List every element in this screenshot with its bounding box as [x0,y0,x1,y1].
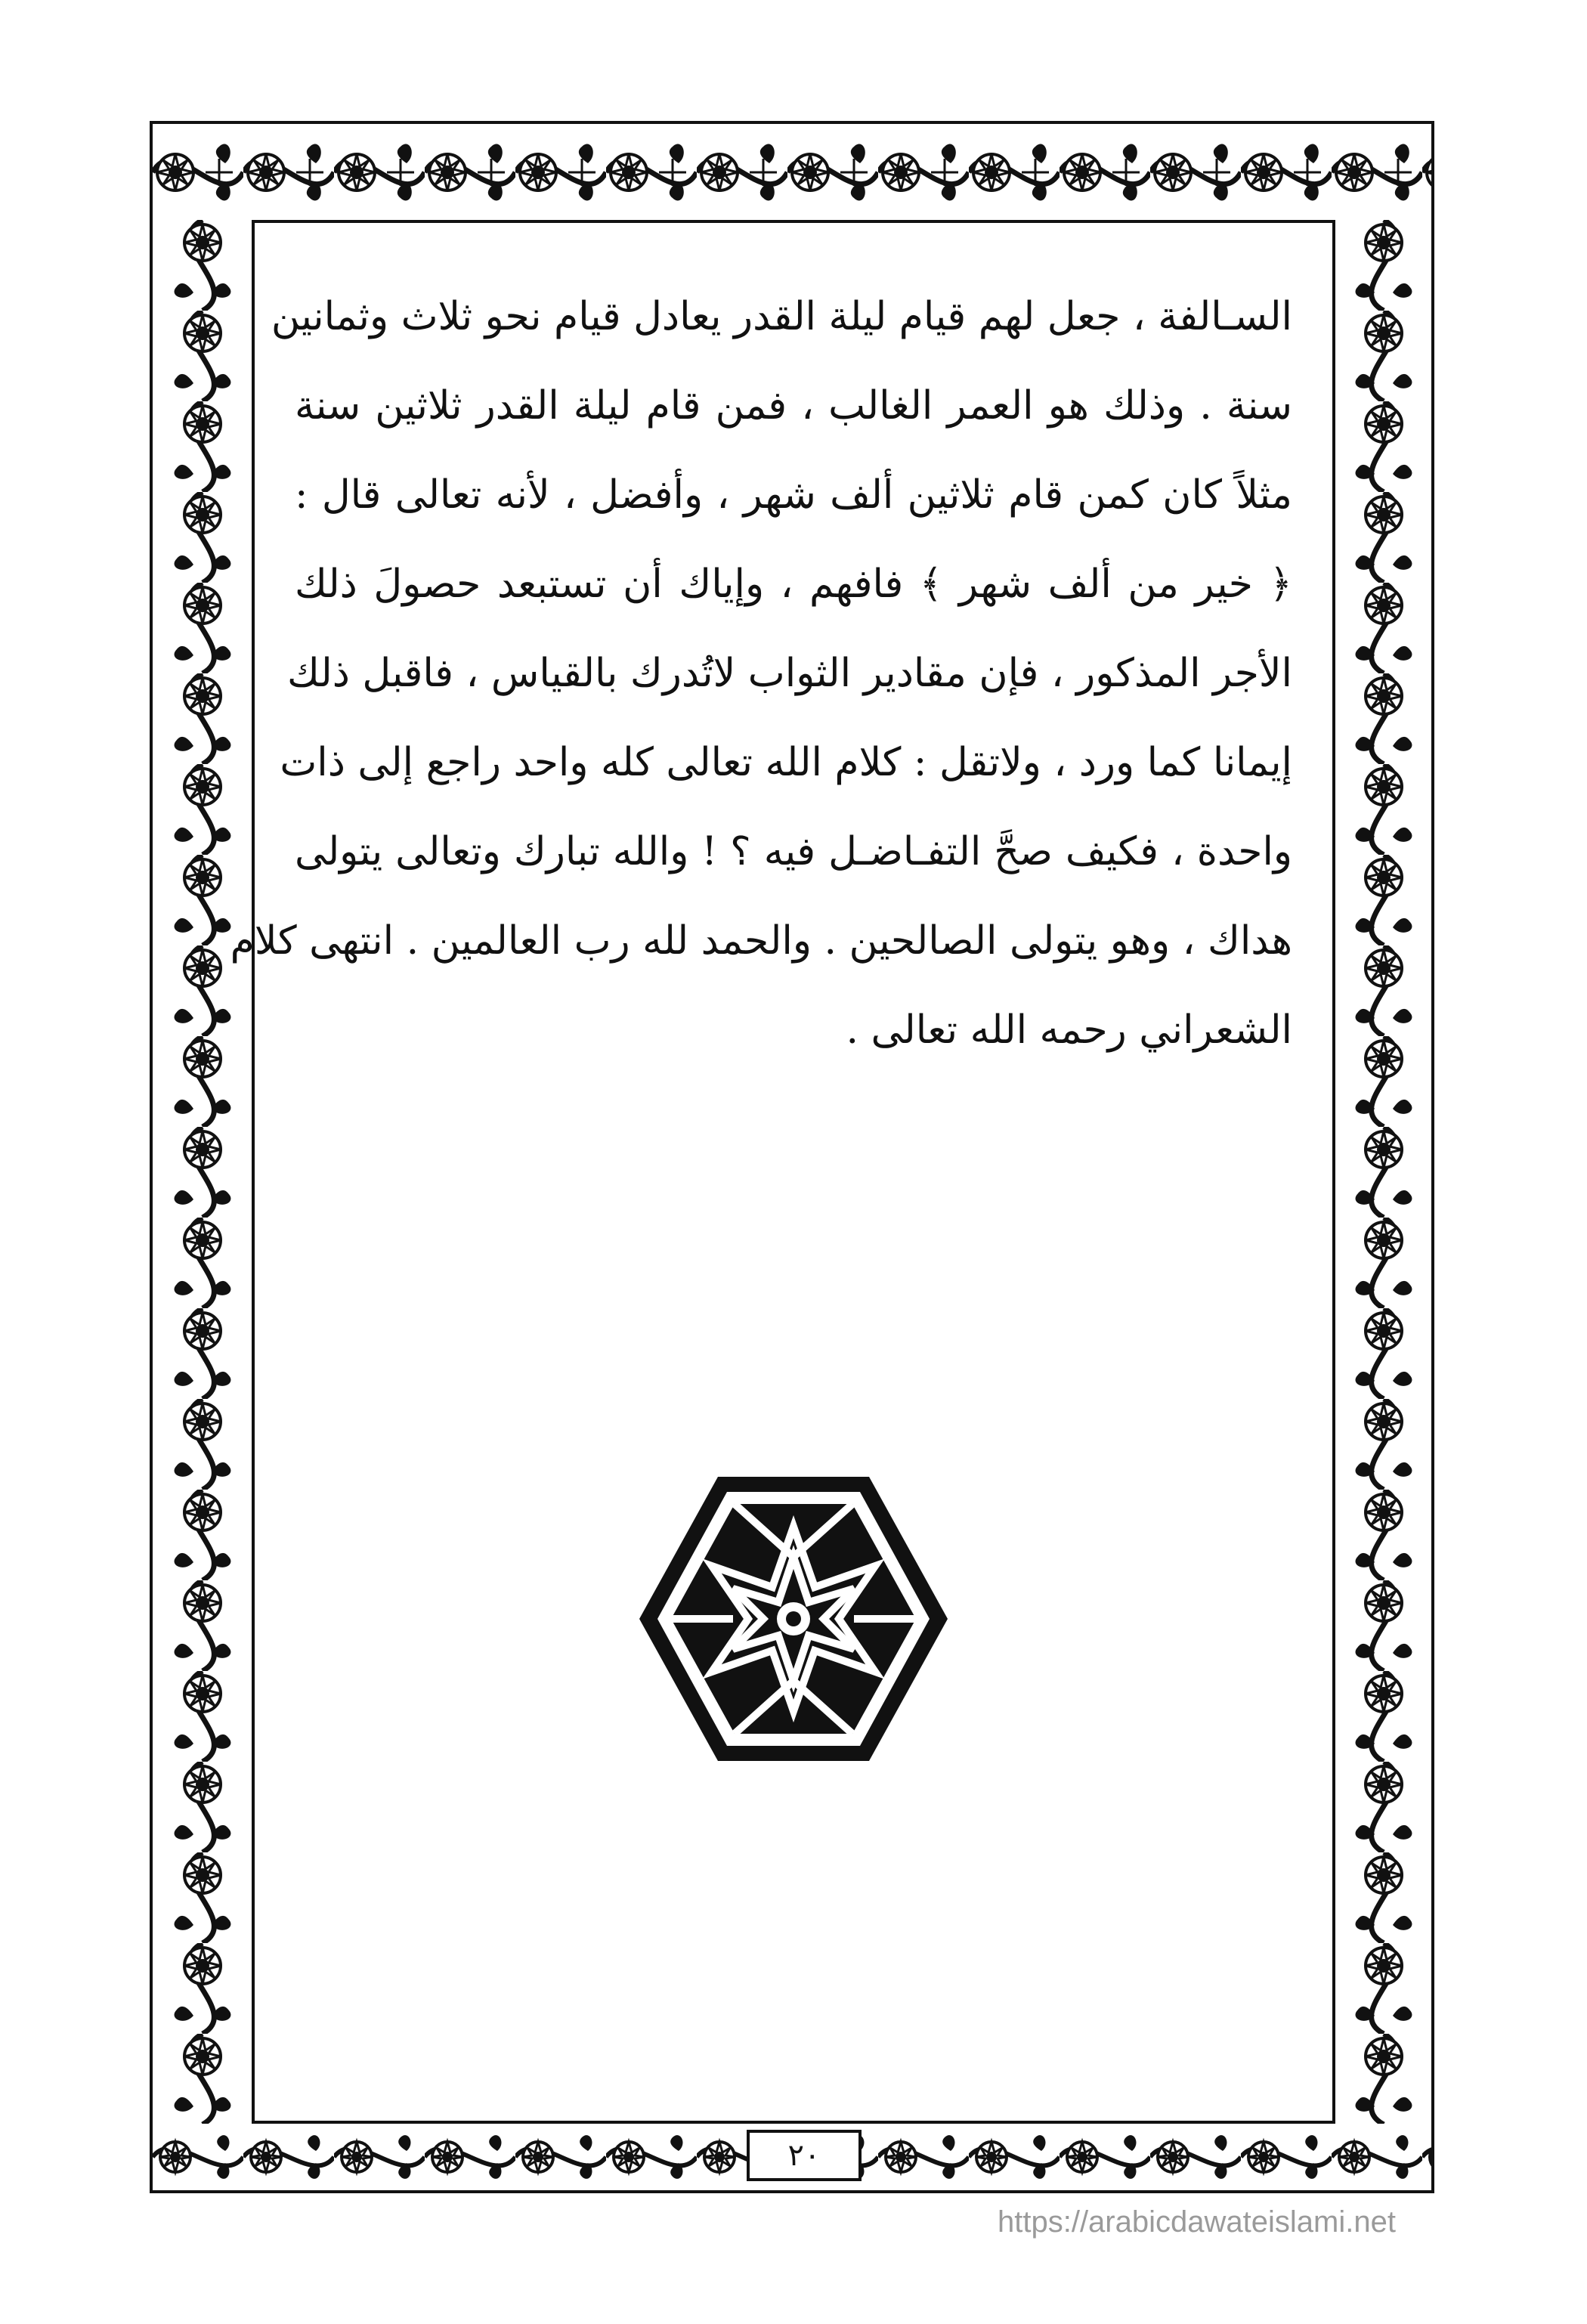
text-line: هداك ، وهو يتولى الصالحين . والحمد لله رب العالمين . انتهى كلام [230,918,1292,964]
text-line: الأجر المذكور ، فإن مقادير الثواب لاتُدرك بالقياس ، فاقبل ذلك [287,651,1292,696]
watermark-url: https://arabicdawateislami.net [998,2205,1396,2239]
text-line: سنة . وذلك هو العمر الغالب ، فمن قام ليلة القدر ثلاثين سنة [295,383,1292,429]
text-line: الشعراني رحمه الله تعالى . [846,1007,1292,1053]
floral-border-right [1335,220,1431,2124]
hexagon-ornament-icon [635,1474,952,1765]
text-line: مثلاً كان كمن قام ثلاثين ألف شهر ، وأفضل ، لأنه تعالى قال : [295,472,1292,518]
text-line: ﴿ خير من ألف شهر ﴾ فافهم ، وإياك أن تستبعد حصولَ ذلك [295,562,1292,607]
text-line: إيمانا كما ورد ، ولاتقل : كلام الله تعالى كله واحد راجع إلى ذات [280,740,1292,785]
text-line: السـالفة ، جعل لهم قيام ليلة القدر يعادل قيام نحو ثلاث وثمانين [271,294,1292,339]
floral-border-left [153,220,252,2124]
body-text [230,272,1292,1075]
page-number: ٢٠ [747,2130,862,2181]
floral-border-top [153,124,1431,220]
text-line: واحدة ، فكيف صحَّ التفـاضـل فيه ؟ ! والله تبارك وتعالى يتولى [295,829,1292,874]
